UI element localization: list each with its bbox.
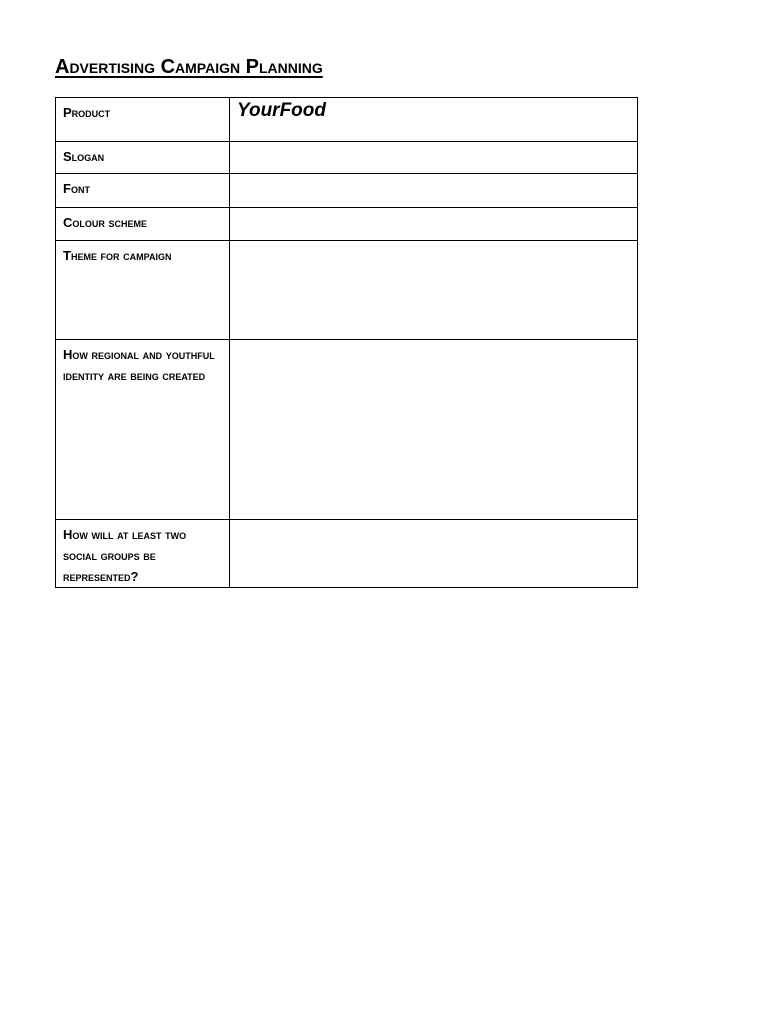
- row-label-product: Product: [63, 105, 111, 120]
- page-title: Advertising Campaign Planning: [55, 56, 323, 78]
- table-row-product: [56, 98, 638, 142]
- table-row-identity: [56, 340, 638, 520]
- social-groups-value: [230, 520, 637, 521]
- product-value: YourFood: [237, 100, 326, 121]
- social-groups-value-cell[interactable]: [230, 520, 638, 588]
- table-row-colour-scheme: [56, 208, 638, 241]
- theme-value: [230, 241, 637, 242]
- row-label-social-groups: How will at least two social groups be represented?: [63, 527, 187, 584]
- identity-value-cell[interactable]: [230, 340, 638, 520]
- row-label-cell: [56, 208, 230, 241]
- row-label-cell: [56, 241, 230, 340]
- row-value-cell[interactable]: [230, 98, 638, 142]
- row-label-colour-scheme: Colour scheme: [63, 215, 148, 230]
- row-label-cell: [56, 340, 230, 520]
- row-label-cell: [56, 520, 230, 588]
- table-row-theme: [56, 241, 638, 340]
- row-label-identity: How regional and youthful identity are being created: [63, 347, 215, 383]
- font-value-cell[interactable]: [230, 174, 638, 208]
- row-label-cell: [56, 174, 230, 208]
- table-row-font: [56, 174, 638, 208]
- row-label-slogan: Slogan: [63, 149, 105, 164]
- theme-value-cell[interactable]: [230, 241, 638, 340]
- row-label-theme: Theme for campaign: [63, 248, 172, 263]
- table-row-slogan: [56, 142, 638, 174]
- slogan-value-cell[interactable]: [230, 142, 638, 174]
- table-row-social-groups: [56, 520, 638, 588]
- colour-scheme-value: [230, 208, 637, 209]
- row-label-cell: [56, 142, 230, 174]
- row-label-cell: [56, 98, 230, 142]
- planning-table: [55, 97, 638, 588]
- row-label-font: Font: [63, 181, 90, 196]
- font-value: [230, 174, 637, 175]
- identity-value: [230, 340, 637, 341]
- colour-scheme-value-cell[interactable]: [230, 208, 638, 241]
- slogan-value: [230, 142, 637, 143]
